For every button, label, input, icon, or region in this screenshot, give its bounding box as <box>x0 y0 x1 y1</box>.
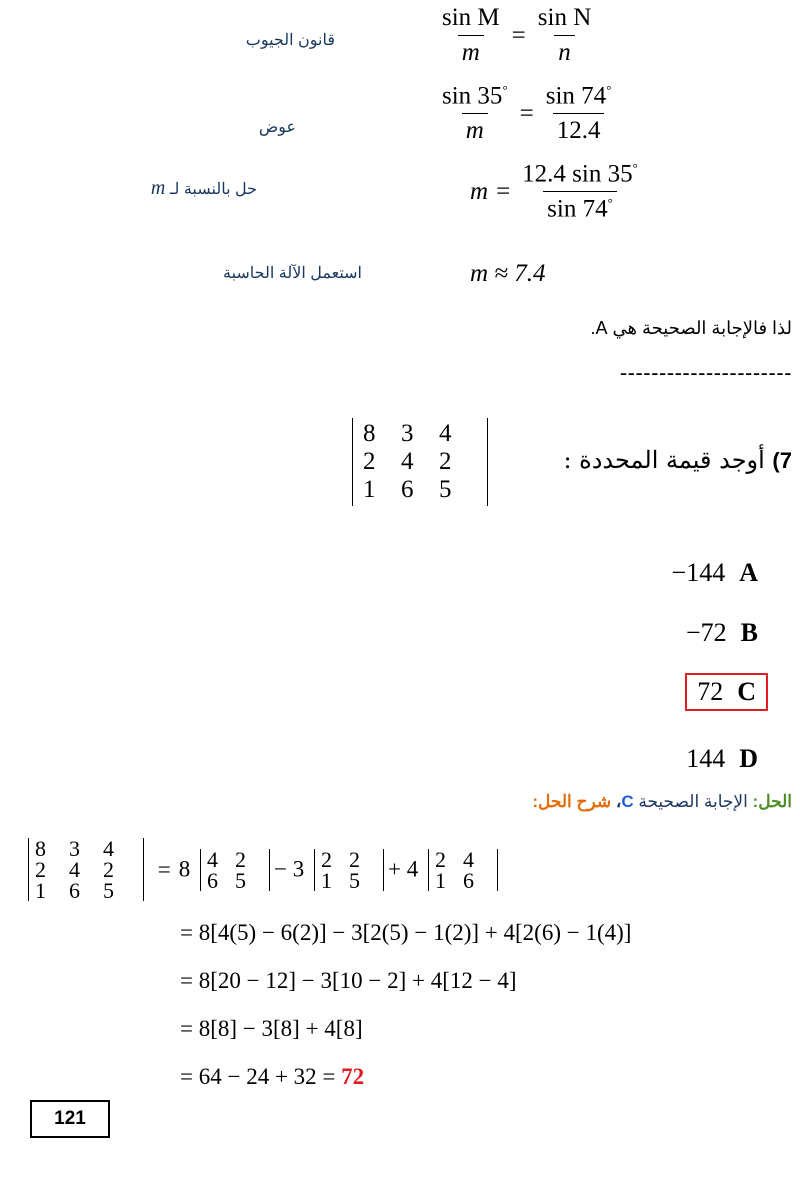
hint-calculator: استعمل الآلة الحاسبة <box>222 265 362 282</box>
question-text: أوجد قيمة المحددة : <box>563 446 765 474</box>
final-value: 72 <box>341 1064 365 1089</box>
fraction-denominator: m <box>458 35 484 67</box>
matrix-cell: 2 <box>439 448 452 475</box>
option-c-selected[interactable] <box>685 673 768 711</box>
solution-comma: ، <box>615 792 622 811</box>
matrix-cell: 1 <box>363 476 376 503</box>
page-number: 121 <box>30 1100 110 1138</box>
solution-answer-letter: C <box>621 792 634 811</box>
matrix-cell: 4 <box>401 448 414 475</box>
option-value: −72 <box>685 618 727 647</box>
equals-sign: = <box>157 856 171 882</box>
option-b[interactable] <box>686 618 758 648</box>
hint-text: حل بالنسبة لـ <box>169 181 257 198</box>
degree-symbol: ° <box>632 160 638 175</box>
option-letter: C <box>737 677 756 706</box>
option-value: 144 <box>686 744 726 773</box>
fraction-numerator: sin N <box>537 4 592 31</box>
question-prompt <box>563 446 792 474</box>
option-d[interactable] <box>686 744 758 774</box>
fraction-denominator: sin 74 <box>547 195 608 223</box>
degree-symbol: ° <box>607 195 613 211</box>
separator-line: ---------------------- <box>619 360 792 385</box>
option-letter: A <box>739 558 758 587</box>
option-value: −144 <box>671 558 726 587</box>
matrix-cell: 6 <box>401 476 414 503</box>
fraction-numerator: sin M <box>442 4 500 31</box>
determinant-matrix: 8 3 4 2 4 2 1 6 5 <box>28 838 144 901</box>
option-letter: D <box>739 744 758 773</box>
fraction-numerator: 12.4 sin 35 <box>522 160 633 188</box>
law-of-sines-equation <box>438 4 595 67</box>
conclusion-text: لذا فالإجابة الصحيحة هي A. <box>590 318 792 338</box>
solution-explain-label: شرح الحل: <box>532 792 612 811</box>
solution-header <box>532 792 792 812</box>
hint-substitute: عوض <box>258 119 296 136</box>
expansion-line-1 <box>28 838 502 901</box>
fraction-denominator: n <box>554 35 575 67</box>
substituted-equation <box>438 82 615 145</box>
matrix-cell: 3 <box>401 420 414 447</box>
expansion-line-3: = 8[20 − 12] − 3[10 − 2] + 4[12 − 4] <box>180 968 517 993</box>
minor-2: 2 2 1 5 <box>314 849 384 891</box>
equation-lhs: m <box>470 177 489 205</box>
solution-answer-text: الإجابة الصحيحة <box>638 792 748 811</box>
question-number: 7) <box>772 448 792 473</box>
coef-3: + 4 <box>387 856 419 882</box>
minor-3: 2 4 1 6 <box>428 849 498 891</box>
option-letter: B <box>740 618 758 647</box>
coef-1: 8 <box>178 856 191 882</box>
equals-sign: = <box>519 99 534 127</box>
coef-2: − 3 <box>273 856 305 882</box>
matrix-cell: 5 <box>439 476 452 503</box>
hint-variable: m <box>150 177 166 199</box>
matrix-cell: 2 <box>363 448 376 475</box>
result-equation: m ≈ 7.4 <box>470 260 546 287</box>
final-prefix: = 64 − 24 + 32 = <box>180 1064 342 1089</box>
matrix-cell: 8 <box>363 420 376 447</box>
solution-label: الحل: <box>752 792 792 811</box>
hint-law-of-sines: قانون الجيوب <box>245 32 335 49</box>
minor-1: 4 2 6 5 <box>200 849 270 891</box>
option-a[interactable] <box>672 558 758 588</box>
matrix-cell: 4 <box>439 420 452 447</box>
fraction-numerator: sin 35 <box>442 82 503 110</box>
hint-solve-for-m <box>151 177 257 200</box>
degree-symbol: ° <box>606 82 612 97</box>
fraction-denominator: m <box>462 113 488 145</box>
expansion-line-2: = 8[4(5) − 6(2)] − 3[2(5) − 1(2)] + 4[2(6) − 1(4)] <box>180 920 632 945</box>
degree-symbol: ° <box>502 82 508 97</box>
expansion-line-5 <box>180 1064 364 1090</box>
solve-equation <box>470 160 642 224</box>
question-matrix <box>352 418 488 506</box>
determinant-matrix <box>352 418 488 506</box>
fraction-denominator: 12.4 <box>553 113 605 145</box>
equals-sign: = <box>496 177 511 205</box>
fraction-numerator: sin 74 <box>545 82 607 110</box>
option-value: 72 <box>697 677 724 706</box>
expansion-line-4: = 8[8] − 3[8] + 4[8] <box>180 1016 363 1041</box>
equals-sign: = <box>511 21 526 49</box>
